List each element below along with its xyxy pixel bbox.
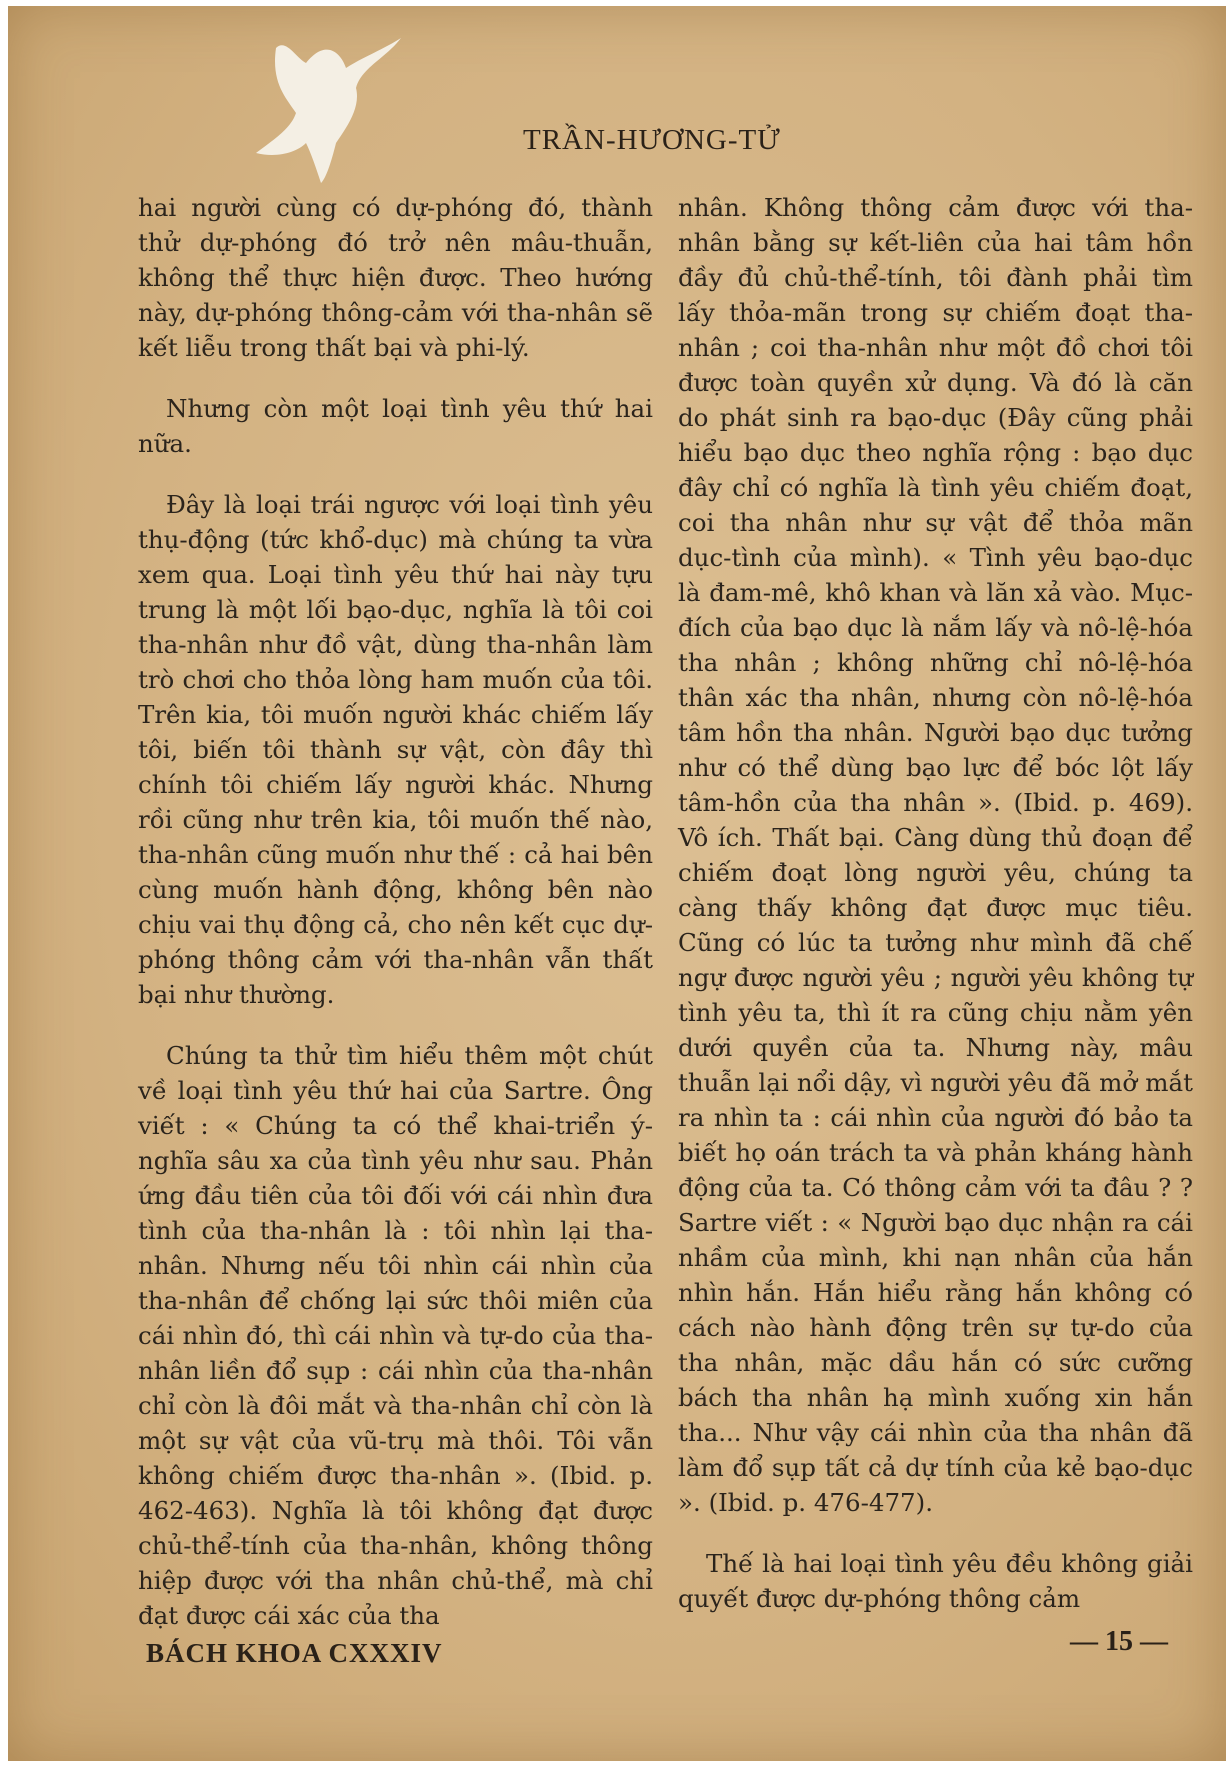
left-column	[138, 190, 653, 1630]
paragraph: Chúng ta thử tìm hiểu thêm một chút về loại tình yêu thứ hai của Sartre. Ông viết : « Chúng ta có thể khai-triển ý-nghĩa sâu xa của tình yêu như sau. Phản ứng đầu tiên của tôi đối với cái nhìn đưa tình của tha-nhân là : tôi nhìn lại tha-nhân. Nhưng nếu tôi nhìn cái nhìn của tha-nhân để chống lại sức thôi miên của cái nhìn đó, thì cái nhìn và tự-do của tha-nhân liền đổ sụp : cái nhìn của tha-nhân chỉ còn là đôi mắt và tha-nhân chỉ còn là một sự vật của vũ-trụ mà thôi. Tôi vẫn không chiếm được tha-nhân ». (Ibid. p. 462-463). Nghĩa là tôi không đạt được chủ-thể-tính của tha-nhân, không thông hiệp được với tha nhân chủ-thể, mà chỉ đạt được cái xác của tha	[138, 1041, 653, 1630]
paragraph: Nhưng còn một loại tình yêu thứ hai nữa.	[138, 394, 653, 458]
paragraph: Đây là loại trái ngược với loại tình yêu thụ-động (tức khổ-dục) mà chúng ta vừa xem qua. Loại tình yêu thứ hai này tựu trung là một lối bạo-dục, nghĩa là tôi coi tha-nhân như đồ vật, dùng tha-nhân làm trò chơi cho thỏa lòng ham muốn của tôi. Trên kia, tôi muốn người khác chiếm lấy tôi, biến tôi thành sự vật, còn đây thì chính tôi chiếm lấy người khác. Nhưng rồi cũng như trên kia, tôi muốn thế nào, tha-nhân cũng muốn như thế : cả hai bên cùng muốn hành động, không bên nào chịu vai thụ động cả, cho nên kết cục dự-phóng thông cảm với tha-nhân vẫn thất bại như thường.	[138, 490, 653, 1009]
paragraph: nhân. Không thông cảm được với tha-nhân bằng sự kết-liên của hai tâm hồn đầy đủ chủ-thể-tính, tôi đành phải tìm lấy thỏa-mãn trong sự chiếm đoạt tha-nhân ; coi tha-nhân như một đồ chơi tôi được toàn quyền xử dụng. Và đó là căn do phát sinh ra bạo-dục (Đây cũng phải hiểu bạo dục theo nghĩa rộng : bạo dục đây chỉ có nghĩa là tình yêu chiếm đoạt, coi tha nhân như sự vật để thỏa mãn dục-tình của mình). « Tình yêu bạo-dục là đam-mê, khô khan và lăn xả vào. Mục-đích của bạo dục là nắm lấy và nô-lệ-hóa tha nhân ; không những chỉ nô-lệ-hóa thân xác tha nhân, nhưng còn nô-lệ-hóa tâm hồn tha nhân. Người bạo dục tưởng như có thể dùng bạo lực để bóc lột lấy tâm-hồn của tha nhân ». (Ibid. p. 469). Vô ích. Thất bại. Càng dùng thủ đoạn để chiếm đoạt lòng người yêu, chúng ta càng thấy không đạt được mục tiêu. Cũng có lúc ta tưởng như mình đã chế ngự được người yêu ; người yêu không tự tình yêu ta, thì ít ra cũng chịu nằm yên dưới quyền của ta. Nhưng này, mâu thuẫn lại nổi dậy, vì người yêu đã mở mắt ra nhìn ta : cái nhìn của người đó bảo ta biết họ oán trách ta và phản kháng hành động của ta. Có thông cảm với ta đâu ? ? Sartre viết : « Người bạo dục nhận ra cái nhầm của mình, khi nạn nhân của hắn nhìn hắn. Hắn hiểu rằng hắn không có cách nào hành động trên sự tự-do của tha nhân, mặc dầu hắn có sức cưỡng bách tha nhân hạ mình xuống xin hắn tha... Như vậy cái nhìn của tha nhân đã làm đổ sụp tất cả dự tính của kẻ bạo-dục ». (Ibid. p. 476-477).	[678, 193, 1193, 1517]
paragraph: hai người cùng có dự-phóng đó, thành thử dự-phóng đó trở nên mâu-thuẫn, không thể thực hiện được. Theo hướng này, dự-phóng thông-cảm với tha-nhân sẽ kết liễu trong thất bại và phi-lý.	[138, 193, 653, 362]
page-number: — 15 —	[1070, 1626, 1168, 1657]
magazine-page	[8, 6, 1226, 1761]
page-header: TRẦN-HƯƠNG-TỬ	[523, 124, 781, 156]
right-column	[678, 190, 1193, 1615]
paragraph: Thế là hai loại tình yêu đều không giải quyết được dự-phóng thông cảm	[678, 1549, 1193, 1613]
torn-paper-hole	[236, 18, 406, 188]
magazine-footer: BÁCH KHOA CXXXIV	[146, 1638, 443, 1668]
